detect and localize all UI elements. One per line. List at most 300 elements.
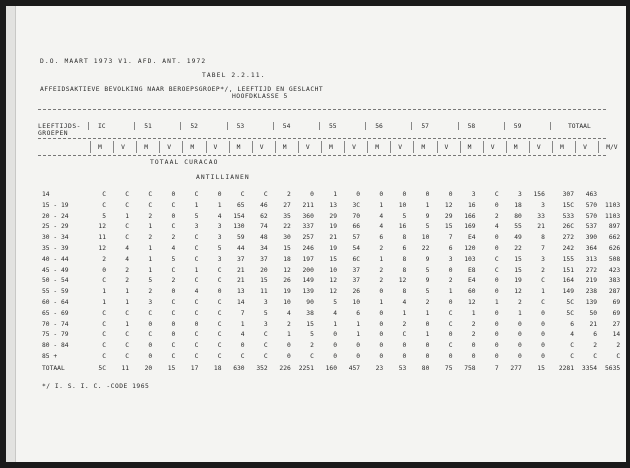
table-cell: 0 bbox=[541, 320, 545, 328]
column-separator bbox=[365, 122, 366, 130]
column-separator bbox=[134, 122, 135, 130]
table-cell: 160 bbox=[325, 365, 337, 372]
table-cell: 29 bbox=[444, 212, 453, 220]
table-cell: 4 bbox=[171, 245, 176, 252]
table-cell: 211 bbox=[302, 201, 314, 209]
table-cell: 2 bbox=[379, 266, 384, 274]
table-cell: 1 bbox=[356, 320, 361, 328]
table-cell: 0 bbox=[494, 342, 499, 350]
table-cell: C bbox=[194, 342, 199, 350]
table-cell: C bbox=[240, 191, 245, 198]
table-cell: 12 bbox=[444, 201, 453, 209]
table-cell: 0 bbox=[402, 342, 407, 350]
table-cell: 0 bbox=[471, 353, 476, 360]
sex-code: M bbox=[144, 144, 148, 151]
table-cell: 130 bbox=[233, 223, 245, 231]
table-cell: 0 bbox=[448, 266, 453, 274]
table-cell: C bbox=[217, 320, 222, 328]
table-cell: 10 bbox=[398, 201, 407, 209]
row-label: 40 - 44 bbox=[42, 255, 69, 263]
row-label: 80 - 84 bbox=[42, 342, 69, 350]
table-cell: 35 bbox=[283, 212, 291, 220]
table-cell: C bbox=[102, 342, 106, 350]
table-cell: 34 bbox=[260, 245, 268, 252]
table-cell: 383 bbox=[608, 277, 621, 285]
group-header: 58 bbox=[467, 123, 476, 130]
table-cell: 197 bbox=[302, 255, 314, 263]
table-cell: 4 bbox=[494, 223, 499, 231]
table-cell: 3 bbox=[217, 223, 222, 231]
table-cell: C bbox=[125, 342, 130, 350]
table-cell: 1 bbox=[379, 299, 384, 306]
table-cell: 0 bbox=[379, 331, 384, 339]
table-cell: 74 bbox=[260, 223, 268, 231]
row-label: 50 - 54 bbox=[42, 277, 69, 285]
column-separator bbox=[136, 141, 137, 153]
table-cell: C bbox=[194, 191, 199, 198]
table-cell: 0 bbox=[379, 288, 384, 296]
table-cell: 3C bbox=[352, 201, 361, 209]
sex-code: M/V bbox=[606, 144, 618, 151]
table-cell: 3 bbox=[194, 223, 199, 231]
column-separator bbox=[275, 141, 276, 153]
sex-code: M bbox=[375, 144, 379, 151]
group-header: TOTAAL bbox=[568, 123, 591, 130]
column-separator bbox=[229, 141, 230, 153]
table-cell: 287 bbox=[608, 288, 621, 296]
mid-rule bbox=[38, 138, 606, 139]
table-cell: 7 bbox=[448, 234, 453, 242]
table-cell: C bbox=[494, 191, 499, 198]
table-cell: 3 bbox=[217, 255, 222, 263]
table-cell: 33 bbox=[537, 212, 545, 220]
table-cell: 12 bbox=[283, 266, 291, 274]
column-separator bbox=[504, 122, 505, 130]
table-cell: 154 bbox=[233, 212, 245, 220]
column-separator bbox=[88, 122, 89, 130]
table-cell: 5 bbox=[425, 288, 430, 296]
table-cell: C bbox=[541, 299, 545, 306]
table-cell: 5 bbox=[425, 266, 430, 274]
sex-code: M bbox=[560, 144, 564, 151]
table-cell: 0 bbox=[379, 353, 384, 360]
table-cell: 360 bbox=[302, 212, 314, 220]
column-separator bbox=[206, 141, 207, 153]
table-cell: 90 bbox=[306, 299, 314, 306]
table-cell: E4 bbox=[468, 234, 476, 242]
table-cell: 8 bbox=[402, 255, 407, 263]
table-cell: 0 bbox=[541, 342, 545, 350]
table-cell: C bbox=[171, 266, 176, 274]
table-cell: 16 bbox=[398, 223, 407, 231]
table-cell: 0 bbox=[356, 342, 361, 350]
table-cell: C bbox=[570, 342, 574, 350]
table-cell: 8 bbox=[402, 266, 407, 274]
table-cell: 533 bbox=[562, 212, 574, 220]
table-cell: 37 bbox=[352, 277, 361, 285]
table-cell: 1103 bbox=[605, 212, 621, 220]
table-cell: 19 bbox=[329, 245, 337, 252]
table-cell: 2 bbox=[379, 245, 384, 252]
table-cell: 0 bbox=[494, 277, 499, 285]
table-cell: 10 bbox=[329, 266, 337, 274]
table-cell: 423 bbox=[608, 266, 621, 274]
table-cell: C bbox=[448, 342, 453, 350]
table-cell: 1 bbox=[425, 331, 430, 339]
table-cell: 12 bbox=[468, 299, 476, 306]
table-cell: C bbox=[310, 353, 314, 360]
table-cell: 10 bbox=[352, 299, 361, 306]
row-label: 70 - 74 bbox=[42, 320, 69, 328]
table-cell: 0 bbox=[494, 234, 499, 242]
table-cell: 15 bbox=[444, 223, 453, 231]
row-label: 35 - 39 bbox=[42, 245, 69, 252]
table-cell: C bbox=[148, 191, 153, 198]
sex-code: V bbox=[259, 144, 264, 151]
sex-code: M bbox=[467, 144, 472, 151]
table-cell: 1103 bbox=[605, 201, 621, 209]
table-cell: 0 bbox=[287, 353, 291, 360]
column-separator bbox=[483, 141, 484, 153]
table-cell: 2251 bbox=[298, 365, 314, 372]
table-cell: 0 bbox=[494, 309, 499, 317]
age-header-2: GROEPEN bbox=[38, 130, 69, 137]
table-cell: 15 bbox=[537, 365, 545, 372]
table-cell: C bbox=[194, 299, 199, 306]
table-cell: 22 bbox=[514, 245, 522, 252]
table-cell: 2 bbox=[541, 266, 545, 274]
table-cell: C bbox=[102, 201, 106, 209]
table-cell: 5635 bbox=[605, 365, 621, 372]
table-cell: 50 bbox=[589, 309, 598, 317]
table-cell: 0 bbox=[102, 266, 106, 274]
table-cell: 2 bbox=[471, 331, 476, 339]
row-label: 15 - 19 bbox=[42, 201, 69, 209]
section-title: TOTAAL CURACAO bbox=[150, 159, 219, 166]
table-cell: 1 bbox=[356, 331, 361, 339]
table-cell: 0 bbox=[356, 353, 361, 360]
table-cell: 1 bbox=[194, 201, 199, 209]
table-cell: 1 bbox=[287, 331, 291, 339]
table-cell: 15 bbox=[514, 266, 522, 274]
table-cell: C bbox=[217, 309, 222, 317]
table-cell: 0 bbox=[333, 342, 337, 350]
table-cell: E8 bbox=[468, 266, 476, 274]
table-cell: 15C bbox=[562, 201, 574, 209]
table-cell: C bbox=[217, 266, 222, 274]
table-cell: 4 bbox=[379, 212, 384, 220]
group-header: 55 bbox=[329, 123, 337, 130]
table-cell: C bbox=[194, 245, 199, 252]
table-cell: 149 bbox=[302, 277, 314, 285]
table-cell: 6 bbox=[570, 320, 574, 328]
sex-code: M bbox=[329, 144, 333, 151]
table-cell: 0 bbox=[171, 288, 176, 296]
column-separator bbox=[319, 122, 320, 130]
table-cell: C bbox=[125, 353, 130, 360]
table-cell: C bbox=[593, 353, 598, 360]
sex-code: M bbox=[513, 144, 518, 151]
table-cell: 10 bbox=[421, 234, 430, 242]
table-cell: 1 bbox=[333, 191, 337, 198]
table-cell: 1 bbox=[379, 255, 384, 263]
table-cell: 13 bbox=[329, 201, 337, 209]
table-cell: C bbox=[616, 353, 621, 360]
column-separator bbox=[529, 141, 530, 153]
group-header: 56 bbox=[375, 123, 383, 130]
table-cell: 3 bbox=[518, 191, 522, 198]
table-cell: 37 bbox=[352, 266, 361, 274]
table-cell: 20 bbox=[260, 266, 268, 274]
table-cell: 4 bbox=[570, 331, 574, 339]
footnote: */ I. S. I. C. -CODE 1965 bbox=[42, 383, 150, 390]
table-cell: 1 bbox=[125, 212, 130, 220]
table-cell: C bbox=[171, 309, 176, 317]
table-cell: C bbox=[125, 223, 130, 231]
table-cell: 12 bbox=[329, 277, 337, 285]
sex-code: V bbox=[167, 144, 172, 151]
table-cell: C bbox=[148, 309, 153, 317]
table-cell: C bbox=[171, 201, 176, 209]
table-cell: 49 bbox=[514, 234, 522, 242]
table-cell: 19 bbox=[329, 223, 337, 231]
table-cell: 139 bbox=[585, 299, 598, 306]
table-cell: 662 bbox=[608, 234, 621, 242]
table-cell: 14 bbox=[612, 331, 621, 339]
table-cell: 103 bbox=[464, 255, 476, 263]
age-header-1: LEEFTIJDS- bbox=[38, 123, 81, 130]
table-cell: C bbox=[494, 266, 499, 274]
column-separator bbox=[413, 141, 414, 153]
table-cell: 0 bbox=[379, 320, 384, 328]
table-cell: 18 bbox=[213, 365, 222, 372]
table-cell: 0 bbox=[148, 320, 153, 328]
table-cell: 337 bbox=[302, 223, 314, 231]
table-cell: 390 bbox=[585, 234, 598, 242]
table-cell: C bbox=[541, 277, 545, 285]
table-cell: 53 bbox=[398, 365, 407, 372]
sex-code: M bbox=[421, 144, 426, 151]
table-cell: C bbox=[171, 342, 176, 350]
table-cell: 80 bbox=[514, 212, 522, 220]
table-cell: 21 bbox=[329, 234, 337, 242]
table-cell: 155 bbox=[562, 255, 574, 263]
table-cell: 2 bbox=[102, 255, 106, 263]
table-cell: 23 bbox=[375, 365, 384, 372]
table-cell: 12 bbox=[98, 245, 106, 252]
table-cell: C bbox=[194, 234, 199, 242]
table-cell: 1 bbox=[425, 201, 430, 209]
table-cell: 6 bbox=[379, 234, 384, 242]
table-cell: 2281 bbox=[558, 365, 574, 372]
table-cell: 277 bbox=[510, 365, 522, 372]
table-cell: C bbox=[194, 309, 199, 317]
table-cell: 4 bbox=[287, 309, 291, 317]
table-cell: 0 bbox=[494, 320, 499, 328]
table-cell: 12 bbox=[398, 277, 407, 285]
table-cell: 3 bbox=[217, 234, 222, 242]
table-cell: 62 bbox=[260, 212, 268, 220]
table-cell: 3 bbox=[541, 255, 545, 263]
table-cell: 10 bbox=[283, 299, 291, 306]
table-cell: 11 bbox=[98, 234, 106, 242]
table-cell: 151 bbox=[562, 266, 574, 274]
table-cell: 2 bbox=[518, 299, 522, 306]
table-cell: C bbox=[494, 255, 499, 263]
table-cell: 57 bbox=[352, 234, 361, 242]
table-cell: 15 bbox=[306, 320, 314, 328]
table-cell: 0 bbox=[148, 342, 153, 350]
table-cell: 0 bbox=[494, 353, 499, 360]
table-cell: 11 bbox=[260, 288, 268, 296]
table-cell: C bbox=[194, 353, 199, 360]
table-cell: 0 bbox=[494, 331, 499, 339]
table-cell: 1 bbox=[148, 255, 153, 263]
sex-code: V bbox=[536, 144, 541, 151]
table-cell: C bbox=[125, 331, 130, 339]
row-label: 75 - 79 bbox=[42, 331, 69, 339]
group-header: 59 bbox=[513, 123, 522, 130]
table-cell: 21 bbox=[589, 320, 598, 328]
table-cell: C bbox=[125, 191, 130, 198]
table-cell: 9 bbox=[425, 277, 430, 285]
table-cell: 0 bbox=[217, 191, 222, 198]
table-cell: 37 bbox=[260, 255, 268, 263]
table-cell: C bbox=[194, 331, 199, 339]
column-separator bbox=[344, 141, 345, 153]
table-cell: 2 bbox=[171, 234, 176, 242]
table-cell: C bbox=[194, 277, 199, 285]
table-cell: 272 bbox=[562, 234, 574, 242]
table-cell: 2 bbox=[171, 277, 176, 285]
row-label: 20 - 24 bbox=[42, 212, 69, 220]
table-cell: 0 bbox=[494, 288, 499, 296]
section-subtitle: ANTILLIANEN bbox=[196, 174, 250, 181]
table-cell: 1 bbox=[148, 266, 153, 274]
group-header: IC bbox=[98, 123, 106, 130]
table-cell: 26 bbox=[352, 288, 361, 296]
table-cell: 626 bbox=[608, 245, 621, 252]
table-cell: 18 bbox=[514, 201, 522, 209]
sex-code: M bbox=[98, 144, 102, 151]
column-separator bbox=[113, 141, 114, 153]
table-cell: 0 bbox=[240, 342, 245, 350]
column-separator bbox=[298, 141, 299, 153]
table-cell: 0 bbox=[287, 342, 291, 350]
table-cell: 2 bbox=[287, 320, 291, 328]
table-cell: 313 bbox=[585, 255, 598, 263]
table-cell: 508 bbox=[608, 255, 621, 263]
table-cell: 0 bbox=[171, 212, 176, 220]
column-separator bbox=[575, 141, 576, 153]
table-cell: 22 bbox=[283, 223, 291, 231]
table-cell: 0 bbox=[148, 353, 153, 360]
table-cell: C bbox=[148, 201, 153, 209]
table-cell: 15 bbox=[283, 245, 291, 252]
table-cell: 15 bbox=[329, 255, 337, 263]
table-cell: 0 bbox=[356, 191, 361, 198]
table-cell: 307 bbox=[562, 191, 574, 198]
table-cell: C bbox=[171, 223, 176, 231]
table-cell: 7 bbox=[541, 245, 545, 252]
table-cell: 139 bbox=[302, 288, 314, 296]
sex-code: V bbox=[444, 144, 449, 151]
table-cell: 1 bbox=[425, 309, 430, 317]
sex-code: V bbox=[121, 144, 125, 151]
table-cell: 1 bbox=[494, 299, 499, 306]
table-cell: 27 bbox=[612, 320, 621, 328]
column-separator bbox=[411, 122, 412, 130]
table-cell: 0 bbox=[448, 191, 453, 198]
table-cell: C bbox=[171, 299, 176, 306]
table-cell: 5C bbox=[566, 309, 574, 317]
table-cell: 12 bbox=[329, 288, 337, 296]
table-cell: 75 bbox=[444, 365, 453, 372]
table-cell: 2 bbox=[593, 342, 598, 350]
group-header: 57 bbox=[421, 123, 429, 130]
table-cell: 8 bbox=[541, 234, 545, 242]
table-cell: C bbox=[102, 320, 106, 328]
column-separator bbox=[90, 141, 91, 153]
table-cell: 0 bbox=[541, 331, 545, 339]
table-cell: 0 bbox=[171, 191, 176, 198]
table-cell: 17 bbox=[190, 365, 199, 372]
table-cell: 1 bbox=[379, 201, 384, 209]
table-cell: 12 bbox=[514, 288, 522, 296]
table-cell: 156 bbox=[533, 191, 545, 198]
table-cell: 26 bbox=[283, 277, 291, 285]
table-cell: 200 bbox=[302, 266, 314, 274]
table-cell: C bbox=[217, 331, 222, 339]
table-cell: C bbox=[102, 277, 106, 285]
table-cell: 169 bbox=[464, 223, 476, 231]
table-cell: C bbox=[217, 353, 222, 360]
table-cell: 0 bbox=[402, 191, 407, 198]
table-cell: 4 bbox=[125, 255, 130, 263]
table-cell: 2 bbox=[148, 234, 153, 242]
table-cell: C bbox=[263, 331, 268, 339]
table-cell: 0 bbox=[333, 331, 337, 339]
table-cell: 8 bbox=[402, 234, 407, 242]
table-cell: 1 bbox=[102, 299, 106, 306]
table-cell: 5 bbox=[425, 223, 430, 231]
table-cell: 149 bbox=[562, 288, 574, 296]
group-header: 51 bbox=[144, 123, 152, 130]
table-cell: 4 bbox=[333, 309, 337, 317]
table-cell: 219 bbox=[585, 277, 598, 285]
table-cell: 2 bbox=[425, 299, 430, 306]
table-cell: 0 bbox=[518, 320, 522, 328]
table-cell: E4 bbox=[468, 277, 476, 285]
row-label: 85 + bbox=[42, 353, 58, 360]
table-cell: 69 bbox=[612, 299, 621, 306]
table-cell: 65 bbox=[237, 201, 245, 209]
table-cell: C bbox=[102, 309, 106, 317]
table-cell: 4 bbox=[379, 223, 384, 231]
table-cell: 19 bbox=[283, 288, 291, 296]
table-cell: 5 bbox=[102, 212, 106, 220]
table-cell: 70 bbox=[352, 212, 361, 220]
table-cell: 4 bbox=[194, 288, 199, 296]
table-cell: C bbox=[102, 191, 106, 198]
table-cell: 4 bbox=[240, 331, 245, 339]
table-cell: 2 bbox=[379, 277, 384, 285]
table-cell: 16 bbox=[468, 201, 476, 209]
table-cell: 4 bbox=[217, 212, 222, 220]
row-label: 45 - 49 bbox=[42, 266, 69, 274]
table-cell: 0 bbox=[171, 320, 176, 328]
table-cell: C bbox=[217, 299, 222, 306]
